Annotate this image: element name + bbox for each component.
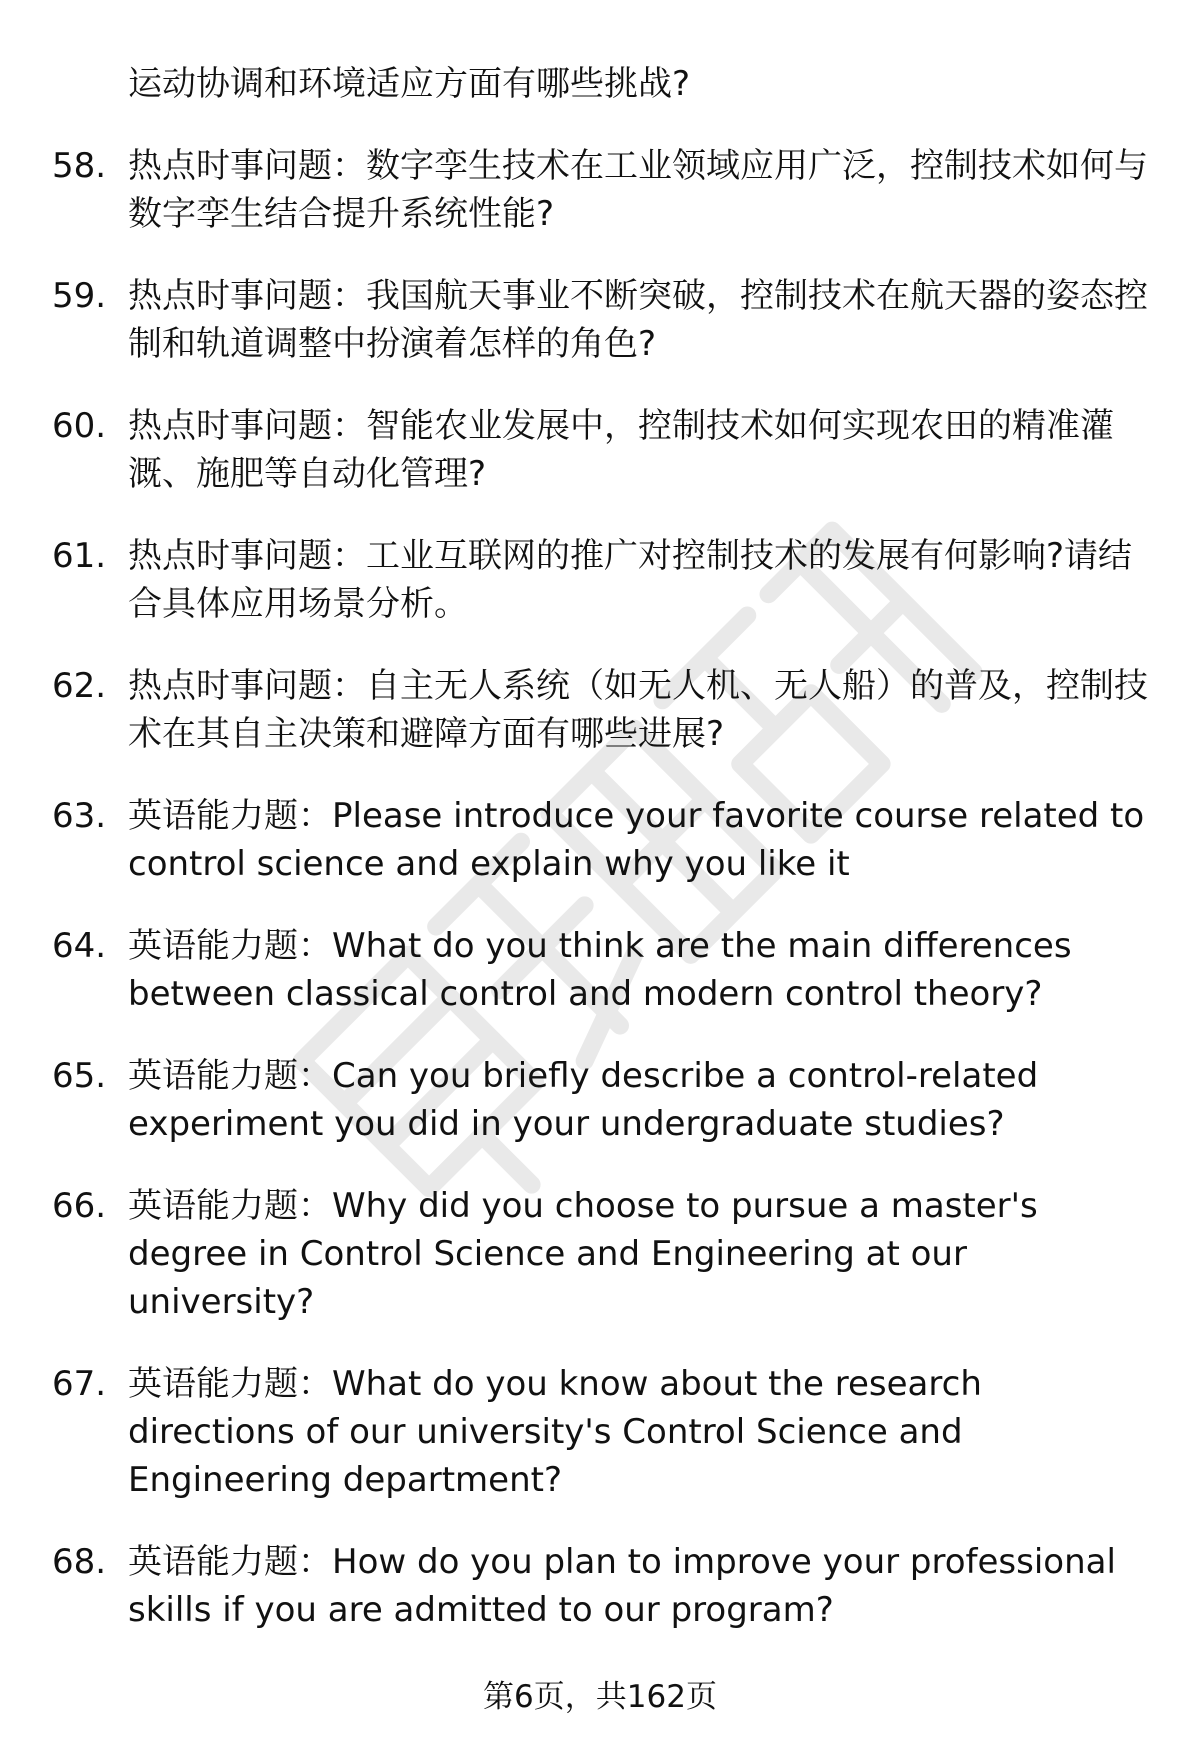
question-item [52,532,1152,628]
question-text: 热点时事问题：工业互联网的推广对控制技术的发展有何影响?请结合具体应用场景分析。 [128,536,1133,624]
question-item [52,1538,1152,1634]
question-text: 热点时事问题：我国航天事业不断突破，控制技术在航天器的姿态控制和轨道调整中扮演着怎样的角色? [128,276,1148,364]
page-footer: 第6页，共162页 [483,1679,717,1715]
question-item [52,60,1152,108]
question-text: 英语能力题：Can you briefly describe a control-related experiment you did in your undergraduate studies? [128,1056,1039,1144]
question-text: 英语能力题：What do you think are the main differences between classical control and modern control theory? [128,926,1072,1014]
question-number: 64. [52,926,107,966]
question-text: 热点时事问题：数字孪生技术在工业领域应用广泛，控制技术如何与数字孪生结合提升系统性能? [128,146,1148,234]
question-number: 68. [52,1542,107,1582]
question-number: 60. [52,406,107,446]
question-text: 热点时事问题：自主无人系统（如无人机、无人船）的普及，控制技术在其自主决策和避障方面有哪些进展? [128,666,1148,754]
question-item [52,1360,1152,1504]
question-number: 67. [52,1364,107,1404]
question-list [52,60,1152,1634]
question-item [52,792,1152,888]
question-item [52,662,1152,758]
question-text: 运动协调和环境适应方面有哪些挑战? [128,64,691,104]
question-text: 热点时事问题：智能农业发展中，控制技术如何实现农田的精准灌溉、施肥等自动化管理? [128,406,1114,494]
question-item [52,922,1152,1018]
question-number: 62. [52,666,107,706]
question-item [52,402,1152,498]
question-number: 58. [52,146,107,186]
question-text: 英语能力题：Why did you choose to pursue a master's degree in Control Science and Engineering at our university? [128,1186,1038,1322]
question-text: 英语能力题：What do you know about the research directions of our university's Control Science and Engineering department? [128,1364,982,1500]
question-number: 65. [52,1056,107,1096]
question-number: 63. [52,796,107,836]
question-number: 66. [52,1186,107,1226]
question-number: 59. [52,276,107,316]
question-item [52,1052,1152,1148]
question-item [52,142,1152,238]
question-item [52,1182,1152,1326]
question-item [52,272,1152,368]
question-number: 61. [52,536,107,576]
question-text: 英语能力题：How do you plan to improve your professional skills if you are admitted to our program? [128,1542,1116,1630]
question-text: 英语能力题：Please introduce your favorite course related to control science and explain why you like it [128,796,1145,884]
